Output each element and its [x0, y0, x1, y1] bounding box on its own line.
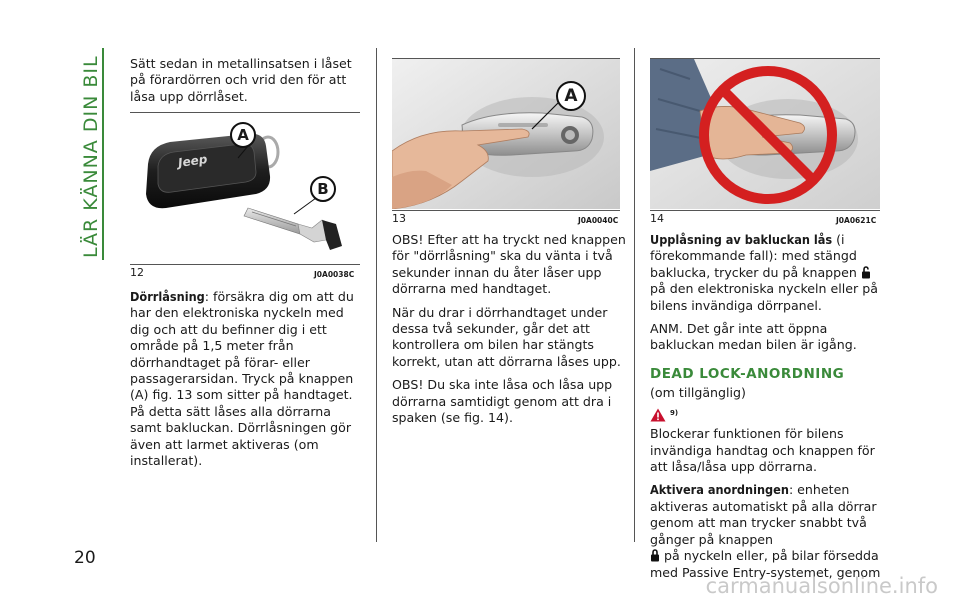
lock-icon — [650, 549, 660, 562]
figure-bottom-rule — [130, 264, 360, 265]
figure-13-number: 13 — [392, 212, 406, 225]
figure-14-prohibited — [650, 59, 880, 209]
door-locking-paragraph — [130, 289, 364, 469]
figure-13-code: J0A0040C — [578, 216, 619, 225]
intro-paragraph: Sätt sedan in metallinsatsen i låset på förardörren och vrid den för att låsa upp dörrlåset. — [130, 56, 352, 104]
figure-bottom-rule — [650, 210, 880, 211]
dead-lock-heading: DEAD LOCK-ANORDNING — [650, 365, 845, 382]
unlock-icon — [861, 266, 871, 279]
prohibited-pull-illustration — [650, 59, 880, 209]
figure-14-number: 14 — [650, 212, 664, 225]
activate-paragraph — [650, 482, 886, 580]
key-brand-label: Jeep — [177, 152, 209, 170]
page-number: 20 — [74, 548, 96, 568]
activate-text-b: på nyckeln eller, på bilar försedda med Passive Entry-systemet, genom — [650, 548, 881, 580]
column-1-intro — [130, 56, 364, 112]
activate-text-a: : enheten aktiveras automatiskt på alla dörrar genom att man trycker snabbt två gånger på knappen — [650, 482, 877, 547]
dead-lock-subheading: (om tillgänglig) — [650, 385, 746, 401]
tailgate-unlock-paragraph — [650, 232, 886, 314]
tailgate-unlock-text-a: (i förekommande fall): med stängd baklucka, trycker du på knappen — [650, 232, 861, 280]
note-paragraph-1: OBS! Efter att ha tryckt ned knappen för "dörrlåsning" ska du vänta i två sekunder innan du åter låser upp dörrarna med handtaget. — [392, 232, 626, 297]
section-title: LÄR KÄNNA DIN BIL — [80, 55, 102, 258]
figure-top-rule — [130, 112, 360, 113]
warning-reference — [650, 405, 886, 425]
figure-12-number: 12 — [130, 266, 144, 279]
figure-12-code: J0A0038C — [314, 270, 355, 279]
door-locking-term: Dörrlåsning — [130, 289, 205, 304]
tailgate-unlock-term: Upplåsning av bakluckan lås — [650, 232, 833, 247]
figure-13-handle — [392, 59, 620, 209]
callout-a: A — [230, 122, 256, 148]
note-paragraph: ANM. Det går inte att öppna bakluckan medan bilen är igång. — [650, 321, 857, 353]
column-3-body — [650, 232, 886, 588]
dead-lock-description: Blockerar funktionen för bilens invändiga handtag och knappen för att låsa/låsa upp dörrarna. — [650, 426, 875, 475]
callout-b: B — [310, 176, 336, 202]
figure-bottom-rule — [392, 210, 620, 211]
figure-12-key — [130, 116, 360, 262]
warning-reference-number: 9) — [670, 408, 679, 417]
tailgate-unlock-text-b: på den elektroniska nyckeln eller på bilens invändiga dörrpanel. — [650, 281, 878, 313]
note-paragraph-2: När du drar i dörrhandtaget under dessa två sekunder, går det att kontrollera om bilen har stängts korrekt, utan att dörrarna låses upp. — [392, 304, 621, 369]
column-1-body — [130, 289, 364, 476]
warning-triangle-icon — [650, 408, 666, 422]
watermark: carmanualsonline.info — [705, 574, 938, 598]
activate-term: Aktivera anordningen — [650, 482, 789, 498]
door-locking-text: : försäkra dig om att du har den elektroniska nyckeln med dig och att du befinner dig i ett område på 1,5 meter från dörrhandtaget på förar- eller passagerarsidan. Tryck på knappen (A) fig. 13 som sitter på handtaget. På detta sätt låses alla dörrarna samt bakluckan. Dörrlåsningen gör även att larmet aktiveras (om installerat). — [130, 289, 354, 469]
column-divider — [376, 48, 377, 542]
callout-a: A — [556, 81, 586, 111]
column-2-body — [392, 232, 626, 433]
column-divider — [634, 48, 635, 542]
door-handle-illustration — [392, 59, 620, 209]
section-title-rule — [102, 48, 104, 260]
figure-14-code: J0A0621C — [836, 216, 877, 225]
note-paragraph-3: OBS! Du ska inte låsa och låsa upp dörrarna samtidigt genom att dra i spaken (se fig. 14). — [392, 377, 613, 426]
